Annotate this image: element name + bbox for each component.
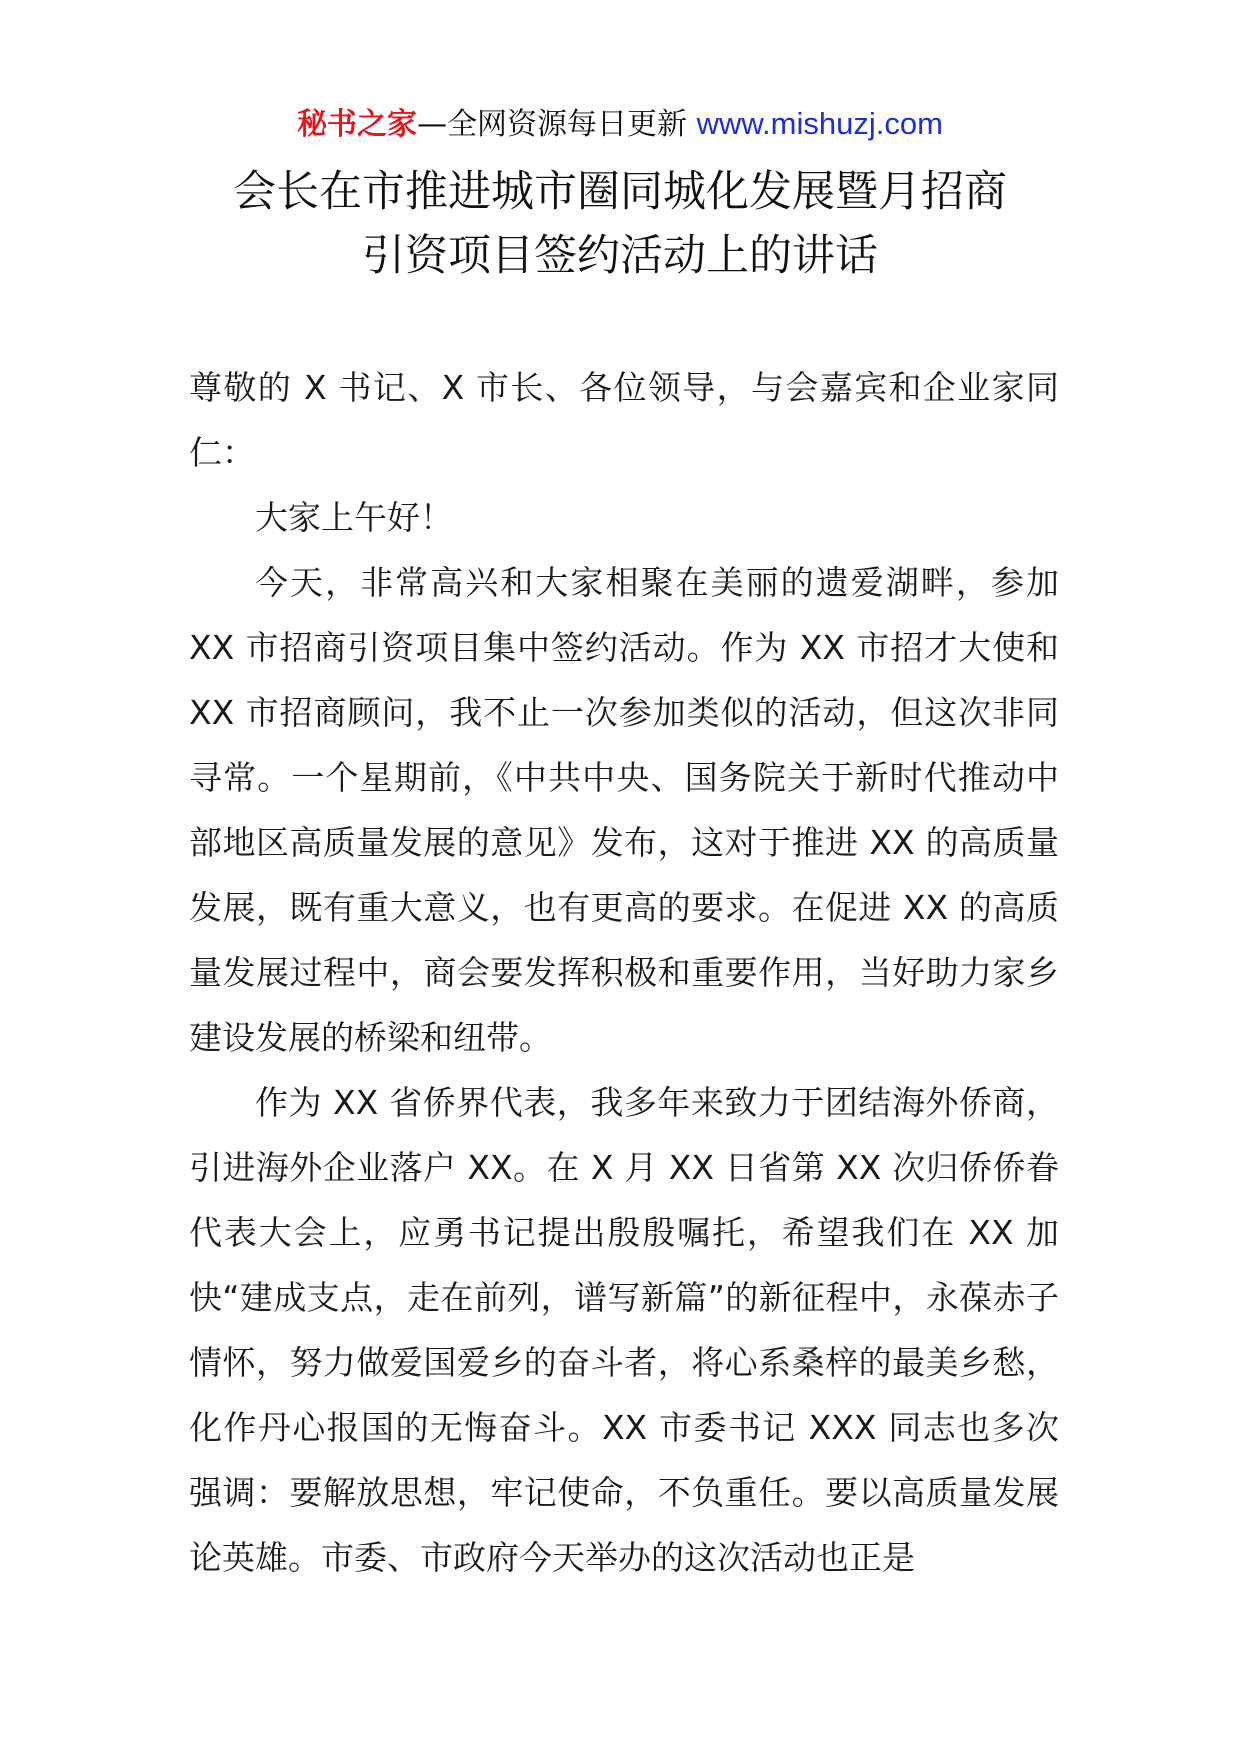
title-line-2: 引资项目签约活动上的讲话 bbox=[362, 231, 878, 281]
document-body bbox=[189, 355, 1059, 1590]
site-header bbox=[0, 104, 1240, 145]
site-url-link[interactable]: www.mishuzj.com bbox=[696, 106, 943, 141]
paragraph: 今天，非常高兴和大家相聚在美丽的遗爱湖畔，参加 XX 市招商引资项目集中签约活动。作为 XX 市招才大使和 XX 市招商顾问，我不止一次参加类似的活动，但这次非同寻常。一个星期前，《中共中央、国务院关于新时代推动中部地区高质量发展的意见》发布，这对于推进 XX 的高质量发展，既有重大意义，也有更高的要求。在促进 XX 的高质量发展过程中，商会要发挥积极和重要作用，当好助力家乡建设发展的桥梁和纽带。 bbox=[189, 563, 1059, 1057]
header-tagline: —全网资源每日更新 bbox=[417, 107, 697, 142]
document-title bbox=[140, 160, 1100, 288]
title-line-1: 会长在市推进城市圈同城化发展暨月招商 bbox=[233, 167, 1007, 217]
salutation: 尊敬的 X 书记、X 市长、各位领导，与会嘉宾和企业家同仁： bbox=[189, 368, 1059, 472]
paragraph-greeting: 大家上午好！ bbox=[255, 498, 453, 537]
paragraph: 作为 XX 省侨界代表，我多年来致力于团结海外侨商，引进海外企业落户 XX。在 X 月 XX 日省第 XX 次归侨侨眷代表大会上，应勇书记提出殷殷嘱托，希望我们在 XX 加快“建成支点，走在前列，谱写新篇”的新征程中，永葆赤子情怀，努力做爱国爱乡的奋斗者，将心系桑梓的最美乡愁，化作丹心报国的无悔奋斗。XX 市委书记 XXX 同志也多次强调：要解放思想，牢记使命，不负重任。要以高质量发展论英雄。市委、市政府今天举办的这次活动也正是 bbox=[189, 1083, 1059, 1577]
brand-name: 秘书之家 bbox=[297, 107, 418, 142]
